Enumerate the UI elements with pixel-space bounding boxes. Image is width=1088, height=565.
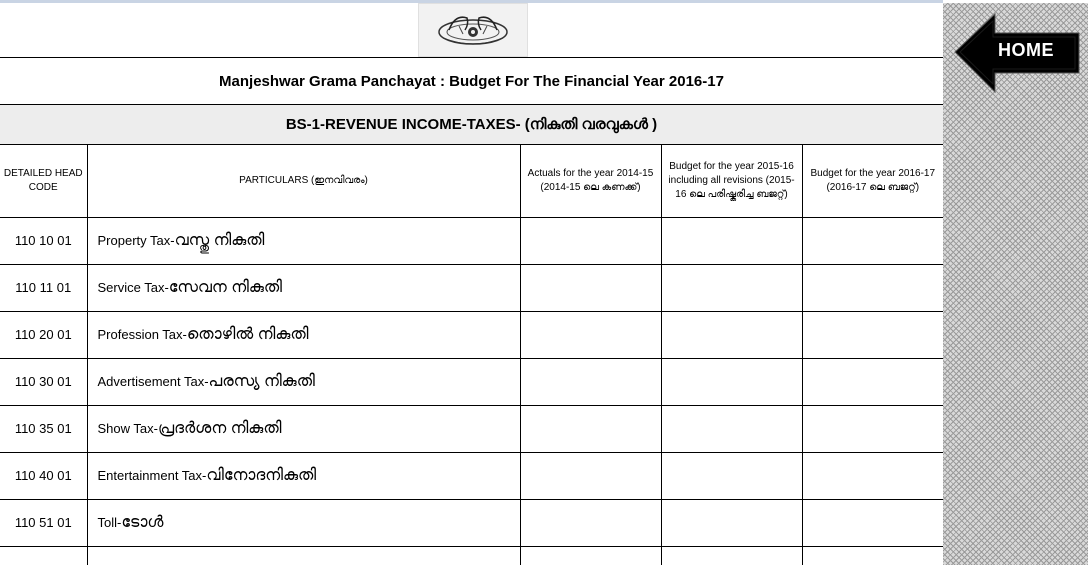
budget-new-cell[interactable] [802, 358, 943, 405]
budget-new-cell[interactable] [802, 452, 943, 499]
particular-malayalam: സേവന നികുതി [168, 278, 283, 296]
particular-malayalam: പരസ്യ നികുതി [208, 372, 315, 390]
particular-malayalam: തൊഴിൽ നികുതി [186, 325, 309, 343]
particular-malayalam: പ്രദർശന നികുതി [157, 419, 282, 437]
page-title-text: Manjeshwar Grama Panchayat : Budget For The Financial Year 2016-17 [219, 72, 724, 90]
particular-malayalam: വസ്തു നികുതി [174, 231, 265, 249]
particular-malayalam: ടോൾ [121, 513, 164, 531]
budget-revised-cell[interactable] [661, 546, 802, 565]
head-code-cell[interactable]: 110 30 01 [0, 358, 87, 405]
particular-malayalam: വിനോദനികുതി [206, 466, 317, 484]
table-row [0, 217, 943, 264]
table-row [0, 546, 943, 565]
particular-english: Advertisement Tax- [97, 373, 209, 389]
section-heading [0, 105, 943, 145]
budget-new-cell[interactable] [802, 217, 943, 264]
home-label: HOME [998, 40, 1054, 60]
budget-revised-cell[interactable] [661, 311, 802, 358]
table-row [0, 405, 943, 452]
table-row [0, 358, 943, 405]
particulars-cell[interactable] [87, 358, 520, 405]
particulars-cell[interactable] [87, 311, 520, 358]
particular-english: Toll- [97, 514, 122, 530]
actuals-cell[interactable] [520, 452, 661, 499]
particular-english: Show Tax- [97, 420, 158, 436]
particulars-cell[interactable] [87, 217, 520, 264]
budget-new-cell[interactable] [802, 499, 943, 546]
head-code-cell[interactable]: 110 51 01 [0, 499, 87, 546]
budget-revised-cell[interactable] [661, 217, 802, 264]
budget-new-cell[interactable] [802, 546, 943, 565]
home-button[interactable] [951, 8, 1083, 98]
page-title [0, 57, 943, 105]
particulars-cell[interactable] [87, 546, 520, 565]
budget-revised-cell[interactable] [661, 452, 802, 499]
actuals-cell[interactable] [520, 311, 661, 358]
particular-english: Service Tax- [97, 279, 169, 295]
budget-table [0, 145, 943, 565]
head-code-cell[interactable]: 110 11 01 [0, 264, 87, 311]
particular-english: Profession Tax- [97, 326, 187, 342]
actuals-cell[interactable] [520, 217, 661, 264]
budget-new-cell[interactable] [802, 405, 943, 452]
budget-new-cell[interactable] [802, 264, 943, 311]
column-header-budget-revised: Budget for the year 2015-16 including all revisions (2015-16 ലെ പരിഷ്കരിച്ച ബജറ്റ്) [661, 145, 802, 217]
table-row [0, 264, 943, 311]
table-row [0, 452, 943, 499]
head-code-cell[interactable]: 110 10 01 [0, 217, 87, 264]
budget-revised-cell[interactable] [661, 405, 802, 452]
column-header-budget-new: Budget for the year 2016-17 (2016-17 ലെ ബജറ്റ്) [802, 145, 943, 217]
head-code-cell[interactable] [0, 546, 87, 565]
table-row [0, 311, 943, 358]
particular-english: Entertainment Tax- [97, 467, 207, 483]
budget-revised-cell[interactable] [661, 358, 802, 405]
column-header-particulars: PARTICULARS (ഇനവിവരം) [87, 145, 520, 217]
head-code-cell[interactable]: 110 35 01 [0, 405, 87, 452]
column-header-actuals: Actuals for the year 2014-15 (2014-15 ലെ കണക്ക്) [520, 145, 661, 217]
particular-english: Property Tax- [97, 232, 175, 248]
actuals-cell[interactable] [520, 358, 661, 405]
particulars-cell[interactable] [87, 499, 520, 546]
section-heading-text: BS-1-REVENUE INCOME-TAXES- (നികുതി വരവുകൾ ) [285, 116, 658, 133]
particulars-cell[interactable] [87, 452, 520, 499]
head-code-cell[interactable]: 110 40 01 [0, 452, 87, 499]
kerala-government-emblem-icon [418, 3, 528, 57]
actuals-cell[interactable] [520, 264, 661, 311]
table-header-row [0, 145, 943, 217]
particulars-cell[interactable] [87, 264, 520, 311]
head-code-cell[interactable]: 110 20 01 [0, 311, 87, 358]
actuals-cell[interactable] [520, 405, 661, 452]
actuals-cell[interactable] [520, 546, 661, 565]
budget-revised-cell[interactable] [661, 264, 802, 311]
actuals-cell[interactable] [520, 499, 661, 546]
budget-revised-cell[interactable] [661, 499, 802, 546]
column-header-code: DETAILED HEAD CODE [0, 145, 87, 217]
table-row [0, 499, 943, 546]
budget-new-cell[interactable] [802, 311, 943, 358]
particulars-cell[interactable] [87, 405, 520, 452]
